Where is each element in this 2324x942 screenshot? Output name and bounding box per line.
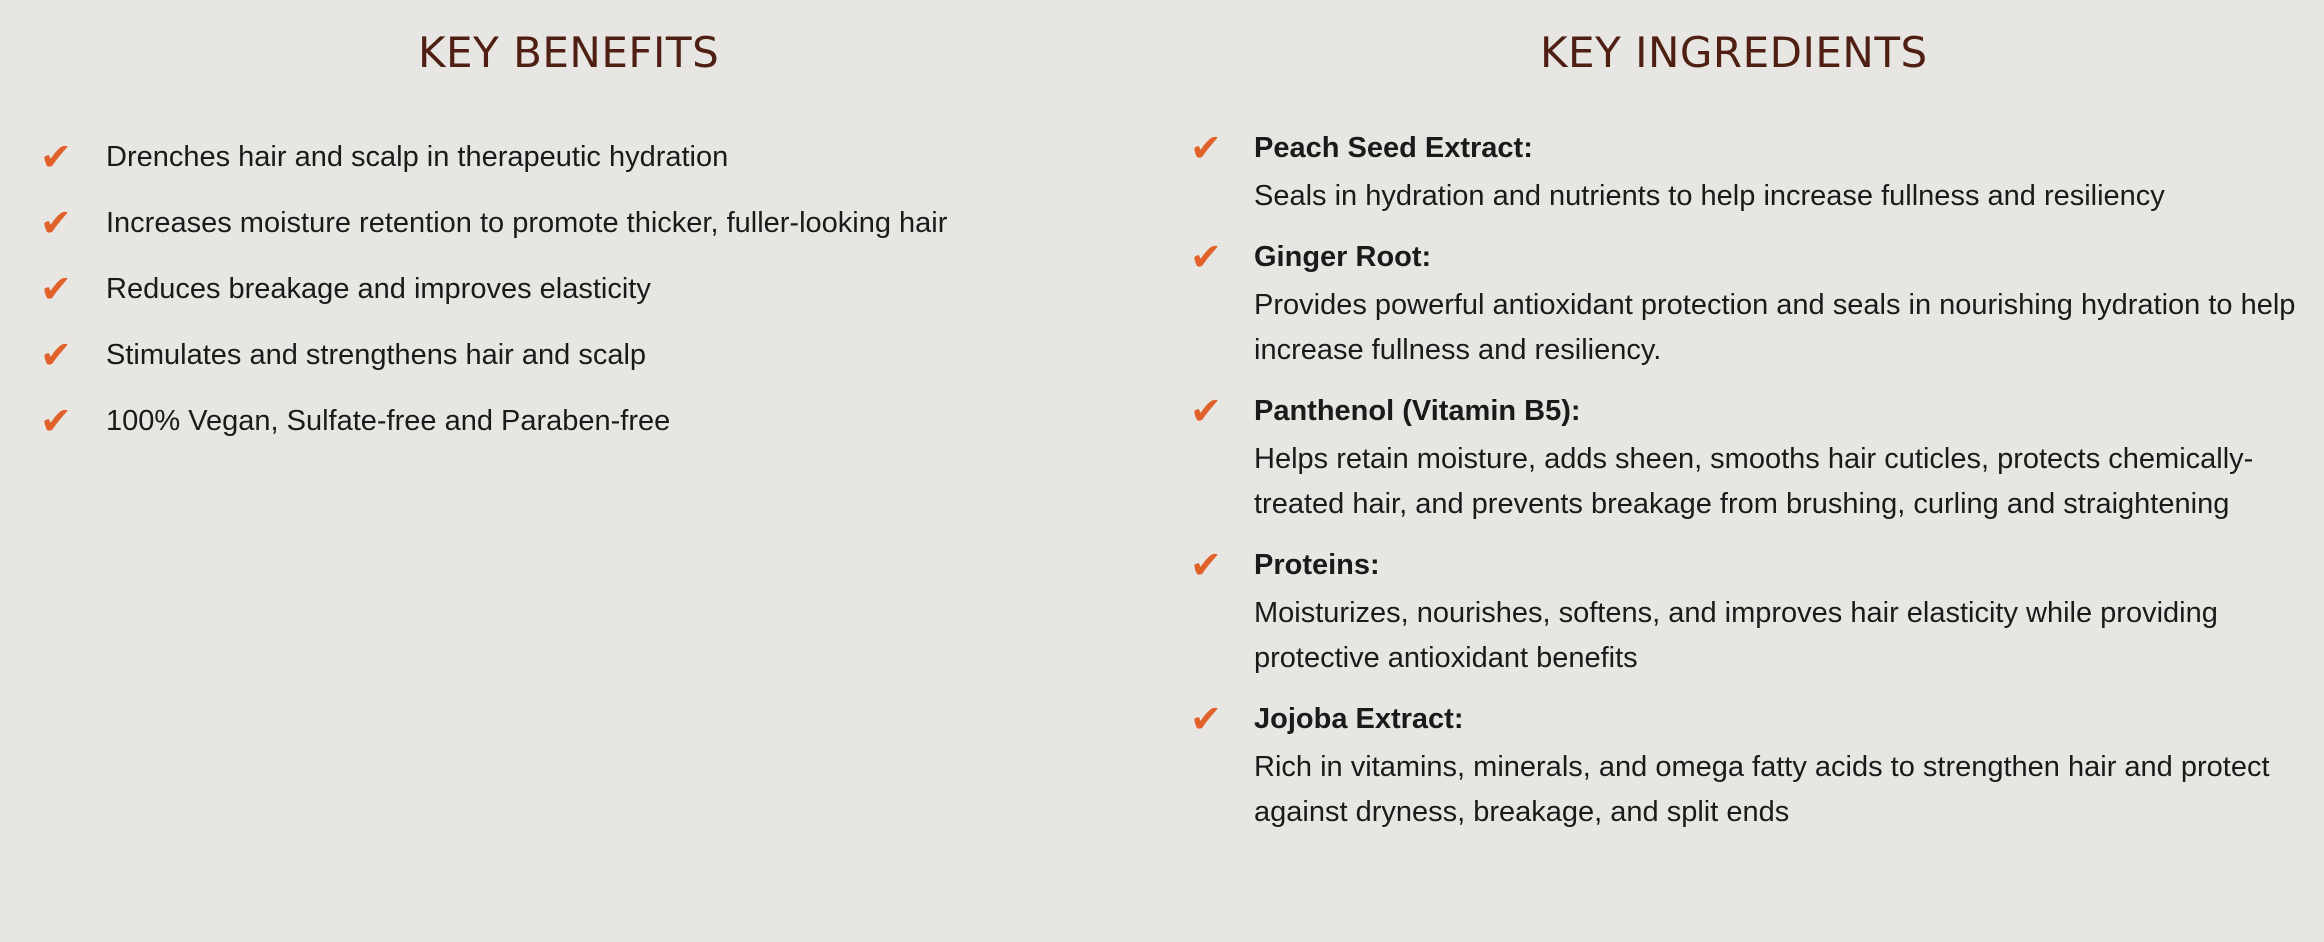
check-mark-icon: ✔ xyxy=(1190,697,1222,741)
ingredients-list xyxy=(1190,124,2314,849)
ingredient-item xyxy=(1190,695,2314,835)
ingredient-header xyxy=(1190,695,2314,743)
key-benefits-heading: KEY BENEFITS xyxy=(418,28,720,77)
benefit-text: 100% Vegan, Sulfate-free and Paraben-free xyxy=(106,404,671,437)
benefit-text: Increases moisture retention to promote thicker, fuller-looking hair xyxy=(106,206,948,239)
benefit-text: Drenches hair and scalp in therapeutic hydration xyxy=(106,140,729,173)
benefit-item xyxy=(40,322,947,388)
benefit-item xyxy=(40,190,947,256)
ingredient-item xyxy=(1190,124,2314,219)
benefit-item xyxy=(40,124,947,190)
ingredient-item xyxy=(1190,233,2314,373)
ingredient-name: Proteins: xyxy=(1254,548,1380,581)
key-ingredients-heading: KEY INGREDIENTS xyxy=(1540,28,1928,77)
ingredient-description: Moisturizes, nourishes, softens, and improves hair elasticity while providing protective antioxidant benefits xyxy=(1254,597,2218,674)
check-mark-icon: ✔ xyxy=(40,201,72,245)
check-mark-icon: ✔ xyxy=(40,333,72,377)
ingredient-description: Provides powerful antioxidant protection and seals in nourishing hydration to help increase fullness and resiliency. xyxy=(1254,289,2296,366)
benefit-item xyxy=(40,256,947,322)
check-mark-icon: ✔ xyxy=(40,135,72,179)
ingredient-header xyxy=(1190,124,2314,172)
benefits-list xyxy=(40,124,947,454)
benefit-item xyxy=(40,388,947,454)
ingredient-name: Jojoba Extract: xyxy=(1254,702,1464,735)
ingredient-description: Rich in vitamins, minerals, and omega fatty acids to strengthen hair and protect against dryness, breakage, and split ends xyxy=(1254,751,2270,828)
ingredient-header xyxy=(1190,233,2314,281)
check-mark-icon: ✔ xyxy=(40,399,72,443)
ingredient-name: Panthenol (Vitamin B5): xyxy=(1254,394,1581,427)
check-mark-icon: ✔ xyxy=(1190,389,1222,433)
ingredient-description: Helps retain moisture, adds sheen, smooths hair cuticles, protects chemically-treated hair, and prevents breakage from brushing, curling and straightening xyxy=(1254,443,2254,520)
ingredient-header xyxy=(1190,387,2314,435)
ingredient-name: Peach Seed Extract: xyxy=(1254,131,1533,164)
check-mark-icon: ✔ xyxy=(1190,235,1222,279)
check-mark-icon: ✔ xyxy=(1190,126,1222,170)
check-mark-icon: ✔ xyxy=(40,267,72,311)
benefit-text: Reduces breakage and improves elasticity xyxy=(106,272,651,305)
ingredient-description: Seals in hydration and nutrients to help increase fullness and resiliency xyxy=(1254,180,2165,212)
ingredient-item xyxy=(1190,387,2314,527)
ingredient-item xyxy=(1190,541,2314,681)
ingredient-name: Ginger Root: xyxy=(1254,240,1432,273)
benefit-text: Stimulates and strengthens hair and scalp xyxy=(106,338,647,371)
ingredient-header xyxy=(1190,541,2314,589)
check-mark-icon: ✔ xyxy=(1190,543,1222,587)
